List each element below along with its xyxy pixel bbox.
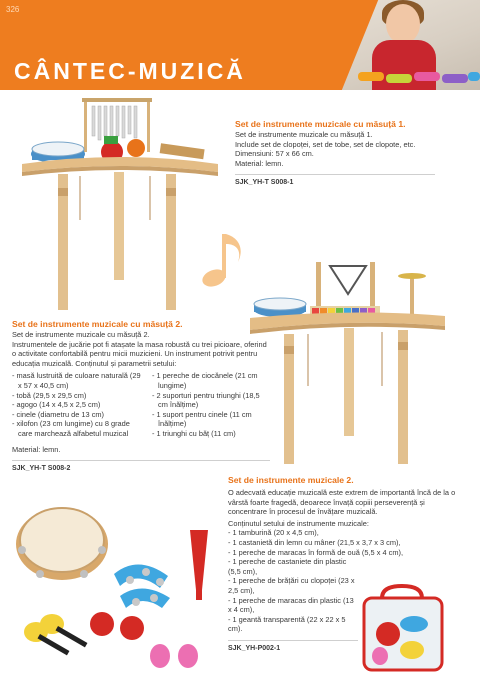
product3-intro: O adecvată educație muzicală este extrem de importantă încă de la o vârstă foarte fragedă, deoarece învață copiii perseverență și concentrare în procesul de învățare muzicală. xyxy=(228,488,456,517)
product2-parameters xyxy=(12,371,270,438)
page-header xyxy=(0,0,480,90)
product3-code: SJK_YH-P002-1 xyxy=(228,640,358,654)
product1-title: Set de instrumente muzicale cu măsuță 1. xyxy=(235,119,406,129)
list-item: - agogo (14 x 4,5 x 2,5 cm) xyxy=(12,400,101,410)
product3-section xyxy=(228,475,456,654)
music-note-icon xyxy=(200,228,246,290)
product3-image xyxy=(10,500,228,680)
list-item: - tobă (29,5 x 29,5 cm) xyxy=(12,390,87,400)
product2-title: Set de instrumente muzicale cu măsuță 2. xyxy=(12,319,183,329)
list-item: - 1 pereche de maracas în formă de ouă (5,5 x 4 cm), xyxy=(228,547,403,557)
product1-line: Include set de clopoței, set de tobe, set de clopote, etc. xyxy=(235,139,416,149)
list-item: - 1 tamburină (20 x 4,5 cm), xyxy=(228,528,319,538)
product1-section xyxy=(235,119,435,188)
product2-intro: Set de instrumente muzicale cu măsuță 2. xyxy=(12,330,150,339)
product2-code: SJK_YH-T S008-2 xyxy=(12,460,270,474)
product1-line: Material: lemn. xyxy=(235,158,284,168)
page-number: 326 xyxy=(6,5,20,14)
list-item: - 1 triunghi cu băț (11 cm) xyxy=(152,428,236,438)
list-item: - 1 pereche de maracas din plastic (13 x 4 cm), xyxy=(228,595,354,615)
list-item: - 2 suporturi pentru triunghi (18,5 cm înălțime) xyxy=(152,390,260,410)
list-item: - 1 pereche de castaniete din plastic (5,5 cm), xyxy=(228,557,347,576)
list-item: - xilofon (23 cm lungime) cu 8 grade care marchează alfabetul muzical xyxy=(12,419,130,438)
product2-image xyxy=(250,256,450,471)
product1-code: SJK_YH-T S008-1 xyxy=(235,174,435,188)
product1-line: Dimensiuni: 57 x 66 cm. xyxy=(235,149,314,159)
product2-intro: Instrumentele de jucărie pot fi atașate la masa robustă cu trei picioare, oferind o activitate confortabilă pentru micii muzicieni. Un instrument potrivit pentru educația muzicală. Conținutul și parametrii setului: xyxy=(12,339,267,368)
list-item: - 1 geantă transparentă (22 x 22 x 5 cm). xyxy=(228,614,346,634)
product2-section xyxy=(12,319,270,474)
product3-subtitle: Conținutul setului de instrumente muzicale: xyxy=(228,518,369,528)
product2-list-right xyxy=(152,371,270,438)
header-photo xyxy=(298,0,480,90)
product2-list-left xyxy=(12,371,144,438)
product1-line: Set de instrumente muzicale cu măsuță 1. xyxy=(235,130,373,139)
product2-material: Material: lemn. xyxy=(12,444,61,454)
list-item: - 1 castanietă din lemn cu mâner (21,5 x 3,7 x 3 cm), xyxy=(228,537,401,547)
list-item: - 1 pereche de ciocănele (21 cm lungime) xyxy=(152,371,258,390)
list-item: - masă lustruită de culoare naturală (29 x 57 x 40,5 cm) xyxy=(12,371,141,390)
list-item: - cinele (diametru de 13 cm) xyxy=(12,409,105,419)
product1-image xyxy=(20,92,220,317)
list-item: - 1 suport pentru cinele (11 cm înălțime) xyxy=(152,409,252,429)
product3-title: Set de instrumente muzicale 2. xyxy=(228,475,354,485)
page-title: CÂNTEC-MUZICĂ xyxy=(14,58,246,84)
list-item: - 1 pereche de brățări cu clopoței (23 x 2,5 cm), xyxy=(228,576,355,595)
